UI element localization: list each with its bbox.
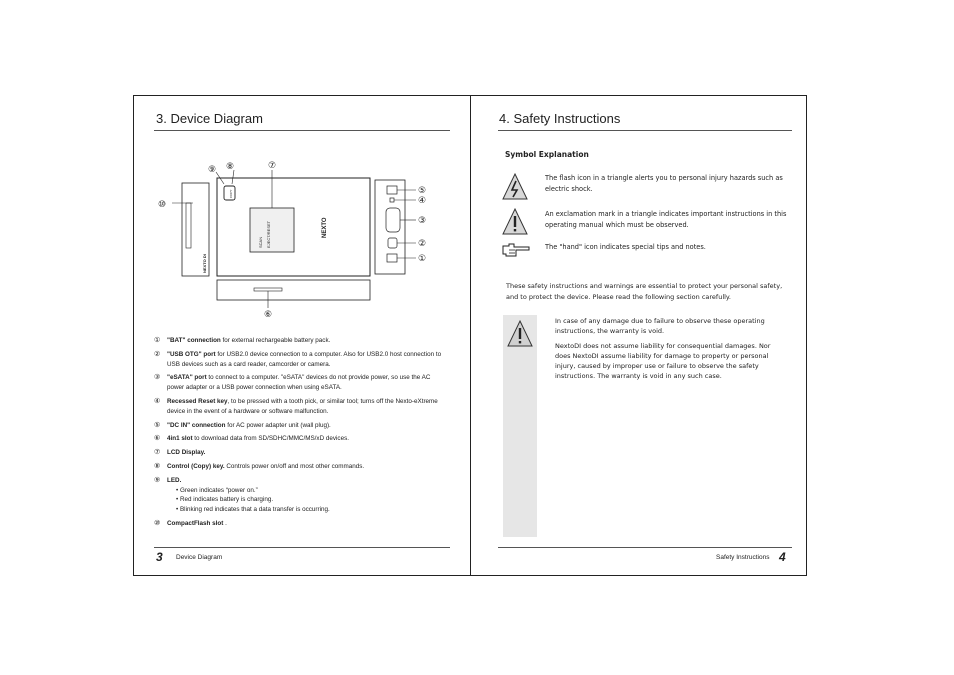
flash-icon-text: The flash icon in a triangle alerts you to personal injury hazards such as electric shock.	[545, 174, 783, 193]
bat-port	[387, 254, 397, 262]
warning-sidebar	[503, 315, 537, 537]
callout-5: ⑤	[418, 186, 427, 196]
led-bullet: • Green indicates “power on.”	[176, 486, 444, 496]
list-item: ⑩ CompactFlash slot .	[154, 519, 227, 527]
left-title-rule	[154, 130, 450, 131]
warning-text	[555, 316, 785, 386]
callout-10: ⑩	[158, 200, 167, 210]
usb-otg-port	[388, 238, 397, 248]
right-page-title: 4. Safety Instructions	[499, 111, 621, 126]
list-item: ③ "eSATA" port to connect to a computer. "eSATA" devices do not provide power, so use the AC power adapter or a USB power connection when using eSATA.	[154, 374, 431, 392]
cf-slot	[186, 203, 191, 248]
device-parts-list	[154, 336, 444, 533]
callout-2: ②	[418, 239, 427, 249]
lcd-display	[250, 208, 294, 252]
callout-9: ⑨	[208, 165, 217, 175]
esata-port	[386, 208, 400, 232]
card-reader-bottom	[217, 280, 370, 300]
list-item: ⑤ "DC IN" connection for AC power adapter unit (wall plug).	[154, 421, 331, 429]
exclamation-triangle-icon	[503, 315, 537, 351]
list-item: ⑧ Control (Copy) key. Controls power on/off and most other commands.	[154, 462, 365, 470]
right-footer-label: Safety Instructions	[716, 554, 770, 561]
device-brand-label: NEXTO	[322, 217, 328, 238]
led-bullet: • Blinking red indicates that a data transfer is occurring.	[176, 505, 444, 515]
lcd-line-1: SCAN	[258, 236, 263, 248]
list-item: ① "BAT" connection for external rechargeable battery pack.	[154, 337, 331, 344]
list-item: ⑨ LED. • Green indicates “power on.” • Red indicates battery is charging. • Blinking red indicates that a data transfer is occurring.	[154, 476, 444, 515]
callout-4: ④	[418, 196, 427, 206]
right-title-rule	[498, 130, 792, 131]
warning-paragraph: In case of any damage due to failure to observe these operating instructions, the warranty is void.	[555, 317, 765, 335]
callout-1: ①	[418, 254, 427, 264]
device-model-label: NEXTO DI	[202, 254, 207, 273]
dc-in-port	[387, 186, 397, 194]
hand-icon-text: The "hand" icon indicates special tips and notes.	[545, 243, 706, 251]
right-footer-rule	[498, 547, 792, 548]
list-item: ⑥ 4in1 slot to download data from SD/SDHC/MMC/MS/xD devices.	[154, 435, 349, 443]
led-bullet: • Red indicates battery is charging.	[176, 495, 444, 505]
left-page-number: 3	[156, 550, 163, 564]
reset-key	[390, 198, 394, 202]
flash-triangle-icon	[501, 172, 529, 202]
right-page-number: 4	[779, 550, 786, 564]
left-page-title: 3. Device Diagram	[156, 111, 263, 126]
list-item: ⑦ LCD Display.	[154, 449, 206, 457]
callout-6: ⑥	[264, 310, 273, 318]
device-diagram	[154, 158, 454, 318]
safety-intro: These safety instructions and warnings are essential to protect your personal safety, and to protect the device. Please read the following section carefully.	[506, 282, 783, 301]
sd-slot	[254, 288, 282, 291]
list-item: ② "USB OTG" port for USB2.0 device connection to a computer. Also for USB2.0 host connection to USB devices such as a card reader, camcorder or camera.	[154, 350, 442, 368]
left-footer-label: Device Diagram	[176, 554, 223, 561]
left-page	[134, 96, 470, 575]
callout-3: ③	[418, 216, 427, 226]
exclamation-icon-text: An exclamation mark in a triangle indicates important instructions in this operating manual which must be observed.	[545, 210, 787, 229]
warning-paragraph: NextoDI does not assume liability for consequential damages. Nor does NextoDI assume liability for damage to property or personal injury, caused by improper use or failure to observe the safety instructions. The warranty is void in any such case.	[555, 342, 771, 380]
exclamation-triangle-icon	[501, 207, 529, 237]
manual-spread	[133, 95, 807, 576]
right-page	[471, 96, 807, 575]
led-bullets	[167, 486, 444, 515]
lcd-line-2: EJECT/RESET	[266, 220, 271, 248]
left-footer-rule	[154, 547, 450, 548]
list-item: ④ Recessed Reset key, to be pressed with a tooth pick, or similar tool; turns off the Nexto-eXtreme device in the event of a hardware or software malfunction.	[154, 397, 438, 415]
callout-8: ⑧	[226, 162, 235, 172]
symbol-heading: Symbol Explanation	[505, 150, 589, 159]
pointing-hand-icon	[501, 241, 531, 259]
copy-key-label: COPY	[229, 189, 233, 198]
callout-7: ⑦	[268, 161, 277, 171]
